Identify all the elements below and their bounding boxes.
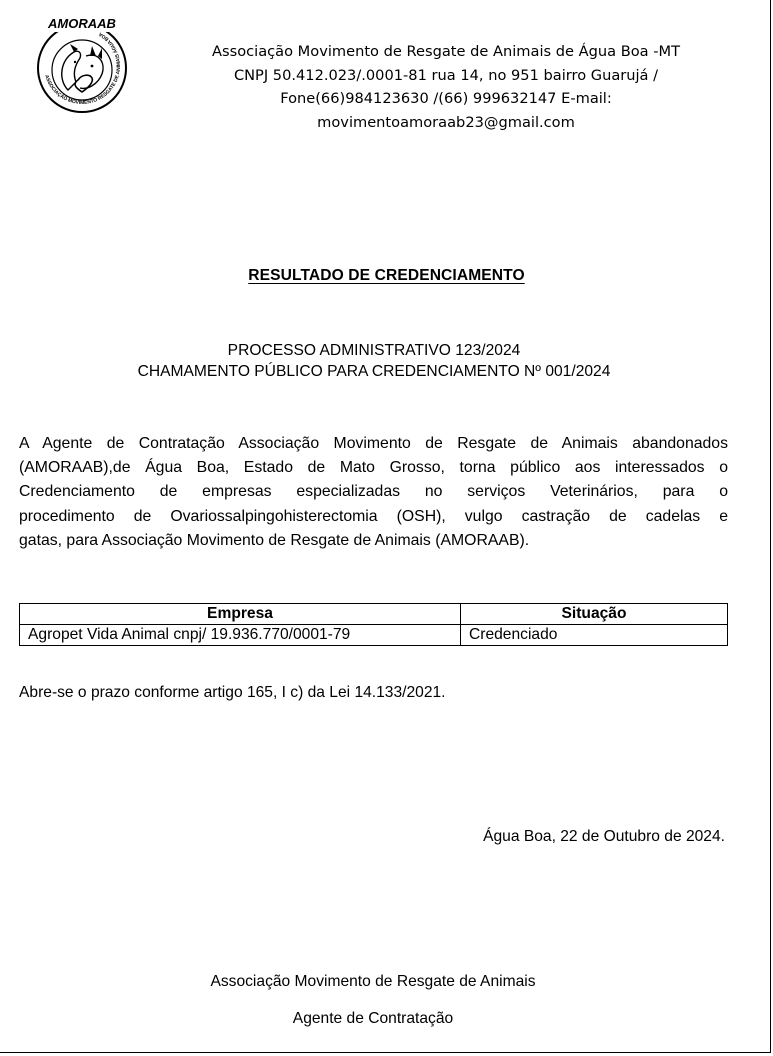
- body-paragraph: [19, 432, 728, 553]
- public-call-number: CHAMAMENTO PÚBLICO PARA CREDENCIAMENTO Nº 001/2024: [137, 363, 611, 380]
- body-line: procedimento de Ovariossalpingohisterectomia (OSH), vulgo castração de cadelas e: [19, 507, 728, 525]
- status-cell: Credenciado: [461, 625, 728, 646]
- company-cell: Agropet Vida Animal cnpj/ 19.936.770/0001-79: [20, 625, 461, 646]
- body-line: (AMORAAB),de Água Boa, Estado de Mato Grosso, torna público aos interessados o: [19, 459, 728, 477]
- header-line: Fone(66)984123630 /(66) 999632147 E-mail:: [280, 90, 612, 107]
- deadline-statement: Abre-se o prazo conforme artigo 165, I c) da Lei 14.133/2021.: [19, 684, 446, 701]
- header-email: movimentoamoraab23@gmail.com: [317, 113, 575, 131]
- column-header-status: Situação: [461, 604, 728, 625]
- signature-role: Agente de Contratação: [292, 1010, 454, 1027]
- signature-organization: Associação Movimento de Resgate de Animais: [210, 973, 536, 990]
- amoraab-logo: [28, 12, 136, 120]
- organization-header: [180, 40, 712, 134]
- process-number: PROCESSO ADMINISTRATIVO 123/2024: [227, 342, 521, 359]
- process-heading: [0, 340, 748, 382]
- header-line: CNPJ 50.412.023/.0001-81 rua 14, no 951 bairro Guarujá /: [233, 66, 659, 84]
- body-line: A Agente de Contratação Associação Movimento de Resgate de Animais abandonados: [19, 435, 728, 452]
- column-header-company: Empresa: [20, 604, 461, 625]
- place-and-date: Água Boa, 22 de Outubro de 2024.: [483, 828, 725, 845]
- table-row: [20, 625, 728, 646]
- table-header-row: [20, 604, 728, 625]
- header-line: Associação Movimento de Resgate de Animais de Água Boa -MT: [212, 43, 680, 60]
- accreditation-table: [19, 603, 728, 646]
- svg-text:AMORAAB: AMORAAB: [48, 16, 116, 31]
- body-line: gatas, para Associação Movimento de Resgate de Animais (AMORAAB).: [19, 531, 530, 549]
- body-line: Credenciamento de empresas especializadas no serviços Veterinários, para o: [19, 483, 728, 501]
- svg-text:ASSOCIAÇÃO MOVIMENTO RESGATE D: ASSOCIAÇÃO MOVIMENTO RESGATE DE ANIMAIS ÁGUA BOA: [43, 30, 123, 107]
- document-title: RESULTADO DE CREDENCIAMENTO: [248, 267, 525, 284]
